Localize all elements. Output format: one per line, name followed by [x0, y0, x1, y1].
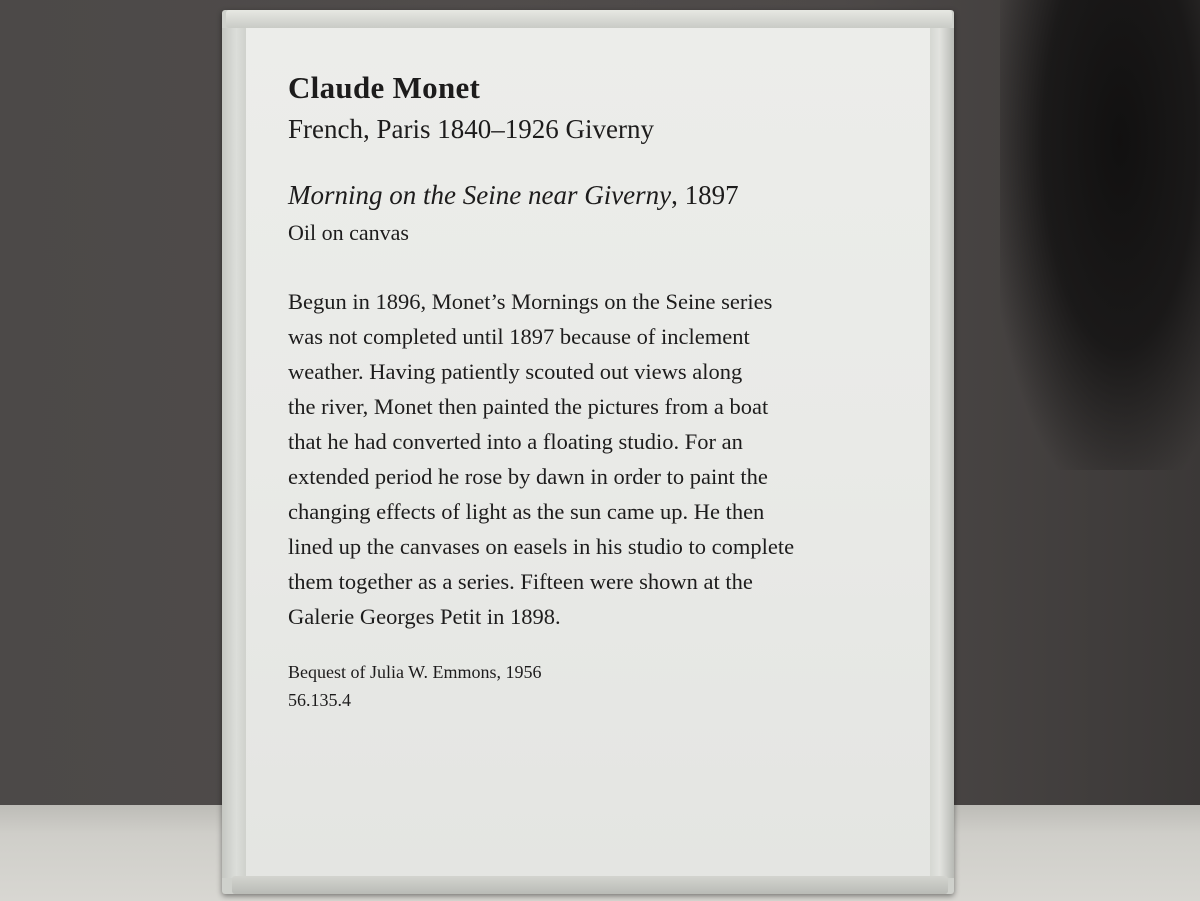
description-line: weather. Having patiently scouted out views along: [288, 359, 743, 384]
description-line: lined up the canvases on easels in his studio to complete: [288, 534, 795, 559]
frame-bottom-rail: [232, 876, 948, 894]
description-line: the river, Monet then painted the pictures from a boat: [288, 394, 769, 419]
wall-shadow: [1000, 0, 1200, 470]
description-line: Begun in 1896, Monet’s Mornings on the Seine series: [288, 289, 773, 314]
artist-bio: French, Paris 1840–1926 Giverny: [288, 114, 654, 144]
artwork-title: Morning on the Seine near Giverny: [288, 180, 672, 210]
description-line: them together as a series. Fifteen were shown at the: [288, 569, 753, 594]
artist-name: Claude Monet: [288, 70, 481, 105]
artwork-description: [288, 284, 898, 634]
accession-number: 56.135.4: [288, 690, 351, 710]
description-line: changing effects of light as the sun came up. He then: [288, 499, 765, 524]
description-line: Galerie Georges Petit in 1898.: [288, 604, 561, 629]
artwork-year: , 1897: [671, 180, 739, 210]
artwork-title-line: [288, 180, 739, 211]
description-line: extended period he rose by dawn in order to paint the: [288, 464, 768, 489]
description-line: was not completed until 1897 because of inclement: [288, 324, 750, 349]
credit-line: Bequest of Julia W. Emmons, 1956: [288, 662, 542, 682]
frame-top-rail: [226, 10, 952, 28]
frame-left-rail: [222, 28, 246, 878]
frame-right-rail: [930, 28, 954, 878]
description-line: that he had converted into a floating studio. For an: [288, 429, 743, 454]
artwork-medium: Oil on canvas: [288, 220, 409, 245]
